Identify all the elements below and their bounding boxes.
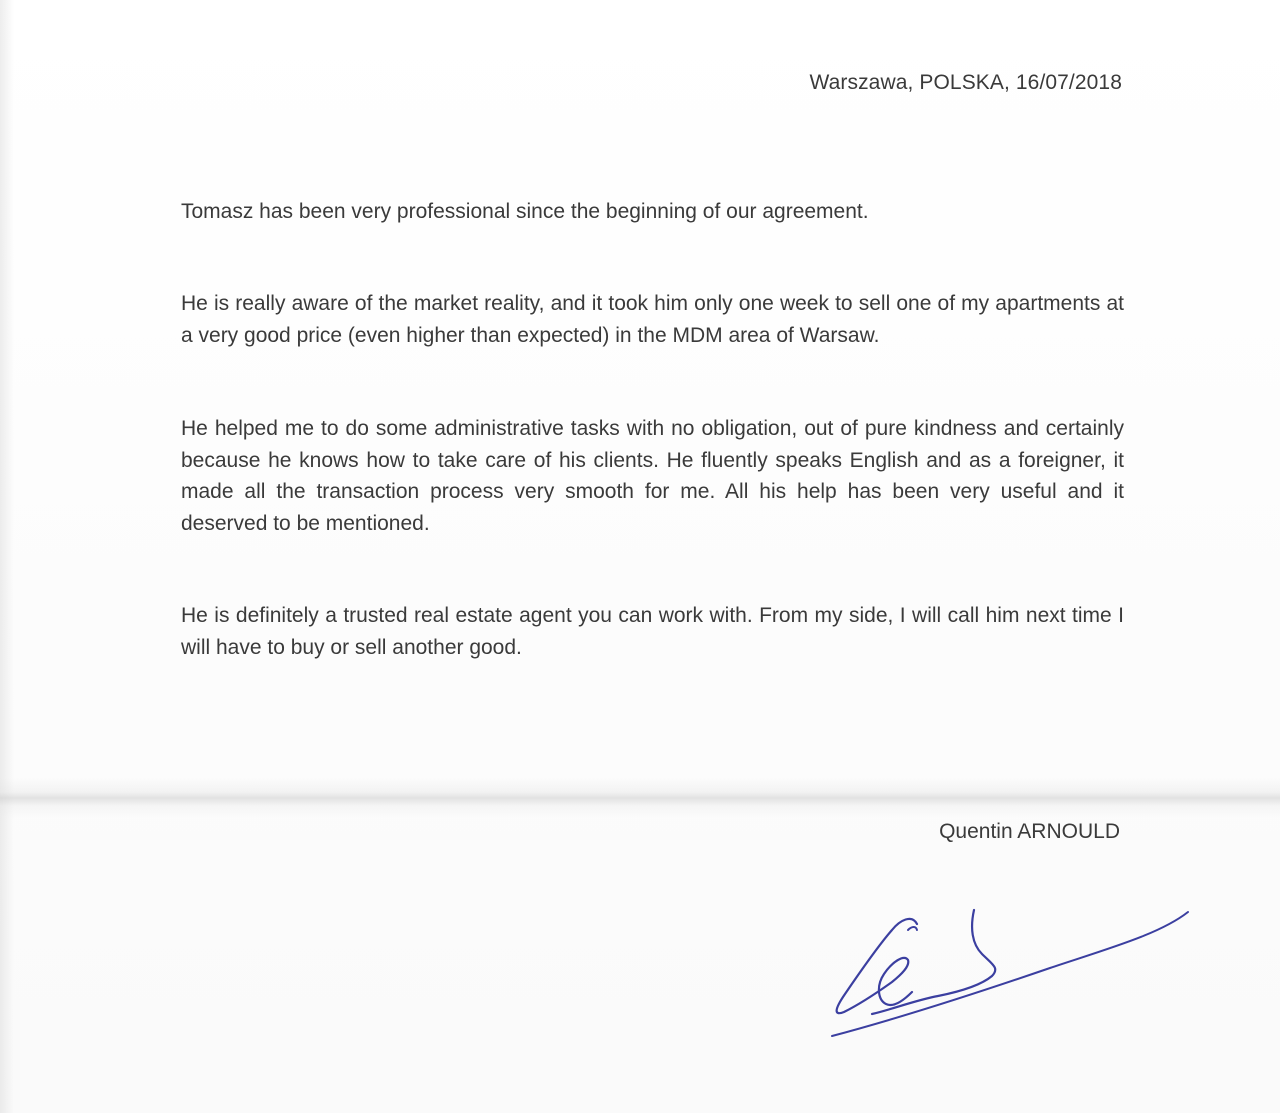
place-and-date: Warszawa, POLSKA, 16/07/2018 [809,71,1122,94]
paragraph-1: Tomasz has been very professional since the beginning of our agreement. [181,200,869,223]
handwritten-signature [820,900,1200,1050]
paragraph-4: He is definitely a trusted real estate agent you can work with. From my side, I will call him next time I will have to buy or sell another good. [181,604,1124,659]
paper-fold-crease [0,778,1280,818]
paragraph-3: He helped me to do some administrative tasks with no obligation, out of pure kindness and certainly because he knows how to take care of his clients. He fluently speaks English and as a foreigner, it made all the transaction process very smooth for me. All his help has been very useful and it deserved to be mentioned. [181,417,1124,535]
page-edge-shadow [0,0,14,1113]
signer-name: Quentin ARNOULD [939,820,1120,843]
paragraph-2: He is really aware of the market reality, and it took him only one week to sell one of my apartments at a very good price (even higher than expected) in the MDM area of Warsaw. [181,292,1124,347]
